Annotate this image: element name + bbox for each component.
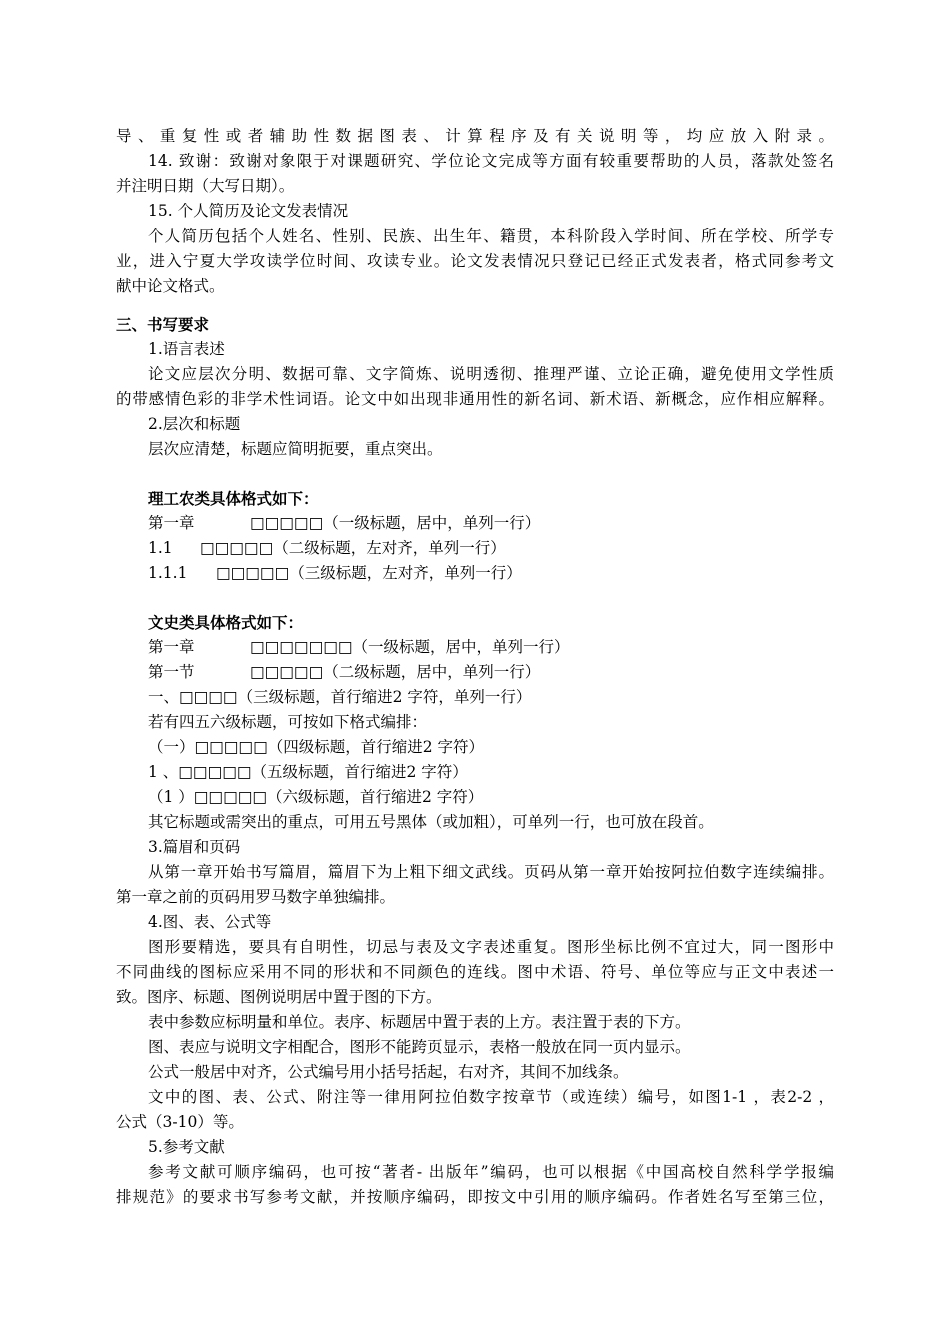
format-text: □□□□□（一级标题，居中，单列一行） xyxy=(250,514,541,532)
paragraph-line: 从第一章开始书写篇眉，篇眉下为上粗下细文武线。页码从第一章开始按阿拉伯数字连续编排。 xyxy=(148,863,834,881)
format-line xyxy=(148,511,541,536)
subsection-heading: 4.图、表、公式等 xyxy=(148,913,272,931)
subsection-heading: 5.参考文献 xyxy=(148,1138,225,1156)
paragraph-line: 论文应层次分明、数据可靠、文字简炼、说明透彻、推理严谨、立论正确，避免使用文学性质 xyxy=(148,365,834,383)
paragraph-line: 第一章之前的页码用罗马数字单独编排。 xyxy=(116,888,396,906)
format-text: □□□□□（三级标题，左对齐，单列一行） xyxy=(216,564,522,582)
paragraph-line: 其它标题或需突出的重点，可用五号黑体（或加粗），可单列一行，也可放在段首。 xyxy=(148,813,714,831)
paragraph-line: 公式（3-10）等。 xyxy=(116,1113,244,1131)
format-line: （1 ）□□□□□（六级标题，首行缩进2 字符） xyxy=(148,788,484,806)
paragraph-line: 公式一般居中对齐，公式编号用小括号括起，右对齐，其间不加线条。 xyxy=(148,1063,629,1081)
format-line xyxy=(148,635,570,660)
format-line: 1 、□□□□□（五级标题，首行缩进2 字符） xyxy=(148,763,468,781)
paragraph-line: 参考文献可顺序编码，也可按“著者- 出版年”编码，也可以根据《中国高校自然科学学报编 xyxy=(148,1163,834,1181)
subsection-heading: 1.语言表述 xyxy=(148,340,225,358)
paragraph-line: 15. 个人简历及论文发表情况 xyxy=(148,202,349,220)
paragraph-line: 文中的图、表、公式、附注等一律用阿拉伯数字按章节（或连续）编号，如图1-1 ，表2-2 ， xyxy=(148,1088,834,1106)
paragraph-line: 不同曲线的图标应采用不同的形状和不同颜色的连线。图中术语、符号、单位等应与正文中表述一 xyxy=(116,963,834,981)
paragraph-line: 的带感情色彩的非学术性词语。论文中如出现非通用性的新名词、新术语、新概念，应作相应解释。 xyxy=(116,390,834,408)
paragraph-line: 个人简历包括个人姓名、性别、民族、出生年、籍贯，本科阶段入学时间、所在学校、所学专 xyxy=(148,227,834,245)
paragraph-line: 致。图序、标题、图例说明居中置于图的下方。 xyxy=(116,988,442,1006)
format-text: □□□□□（二级标题，居中，单列一行） xyxy=(250,663,541,681)
paragraph-line: 图、表应与说明文字相配合，图形不能跨页显示，表格一般放在同一页内显示。 xyxy=(148,1038,691,1056)
format-text: □□□□□□□（一级标题，居中，单列一行） xyxy=(250,638,570,656)
format-label: 第一章 xyxy=(148,514,195,532)
format-title: 文史类具体格式如下： xyxy=(148,613,304,632)
format-line xyxy=(148,536,506,561)
format-line xyxy=(148,561,522,586)
paragraph-line: 业，进入宁夏大学攻读学位时间、攻读专业。论文发表情况只登记已经正式发表者，格式同参考文 xyxy=(116,252,834,270)
subsection-heading: 2.层次和标题 xyxy=(148,415,241,433)
format-title: 理工农类具体格式如下： xyxy=(148,489,319,508)
paragraph-line: 14. 致谢：致谢对象限于对课题研究、学位论文完成等方面有较重要帮助的人员，落款处签名 xyxy=(148,152,834,170)
paragraph-line: 层次应清楚，标题应简明扼要，重点突出。 xyxy=(148,440,443,458)
format-label: 1.1.1 xyxy=(148,564,188,582)
format-line: （一）□□□□□（四级标题，首行缩进2 字符） xyxy=(148,738,485,756)
subsection-heading: 3.篇眉和页码 xyxy=(148,838,241,856)
section-heading: 三、书写要求 xyxy=(116,315,210,334)
paragraph-line: 导、重复性或者辅助性数据图表、计算程序及有关说明等，均应放入附录。 xyxy=(116,127,834,145)
format-label: 1.1 xyxy=(148,539,173,557)
format-line xyxy=(148,660,541,685)
paragraph-line: 图形要精选，要具有自明性，切忌与表及文字表述重复。图形坐标比例不宜过大，同一图形中 xyxy=(148,938,834,956)
paragraph-line: 表中参数应标明量和单位。表序、标题居中置于表的上方。表注置于表的下方。 xyxy=(148,1013,691,1031)
paragraph-line: 排规范》的要求书写参考文献，并按顺序编码，即按文中引用的顺序编码。作者姓名写至第三位， xyxy=(116,1188,834,1206)
format-label: 第一章 xyxy=(148,638,195,656)
paragraph-line: 献中论文格式。 xyxy=(116,277,225,295)
format-text: □□□□□（二级标题，左对齐，单列一行） xyxy=(200,539,506,557)
format-line: 一、□□□□（三级标题，首行缩进2 字符，单列一行） xyxy=(148,688,532,706)
paragraph-line: 若有四五六级标题，可按如下格式编排： xyxy=(148,713,428,731)
format-label: 第一节 xyxy=(148,663,195,681)
paragraph-line: 并注明日期（大写日期）。 xyxy=(116,177,295,195)
